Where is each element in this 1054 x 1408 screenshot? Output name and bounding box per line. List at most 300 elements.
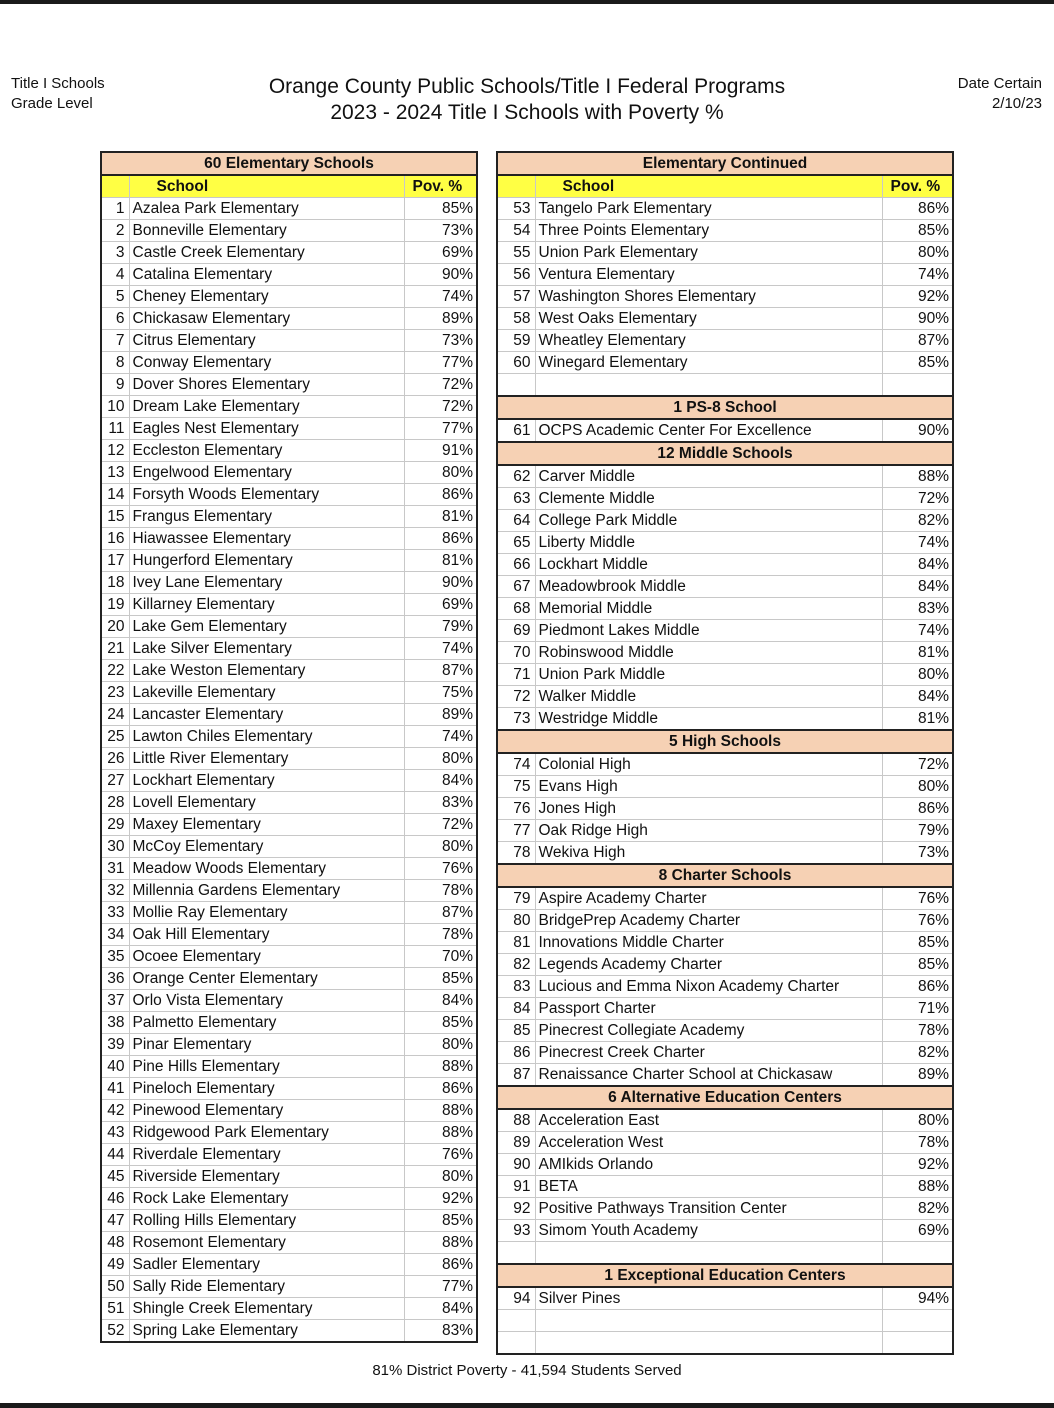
poverty-percent: 85%: [404, 1012, 477, 1034]
poverty-percent: 76%: [404, 1144, 477, 1166]
table-row: [497, 1220, 953, 1242]
table-row: [101, 1034, 477, 1056]
row-number: 61: [497, 419, 535, 442]
row-number: 78: [497, 842, 535, 865]
school-name: Castle Creek Elementary: [129, 242, 404, 264]
section-title: 5 High Schools: [497, 730, 953, 753]
poverty-percent: 86%: [404, 484, 477, 506]
table-row: [497, 532, 953, 554]
row-number: 16: [101, 528, 129, 550]
poverty-percent: 92%: [882, 286, 953, 308]
row-number: 31: [101, 858, 129, 880]
header-left-line1: Title I Schools: [11, 75, 105, 92]
row-number: 86: [497, 1042, 535, 1064]
table-row: [101, 242, 477, 264]
table-row: [101, 1298, 477, 1320]
poverty-percent: 69%: [404, 594, 477, 616]
poverty-percent: 80%: [882, 242, 953, 264]
row-number: 70: [497, 642, 535, 664]
row-number: 77: [497, 820, 535, 842]
table-row: [101, 660, 477, 682]
table-row: [497, 220, 953, 242]
school-name: College Park Middle: [535, 510, 882, 532]
school-name: Lawton Chiles Elementary: [129, 726, 404, 748]
col-pov-header: Pov. %: [882, 175, 953, 198]
poverty-percent: 92%: [404, 1188, 477, 1210]
poverty-percent: 88%: [404, 1122, 477, 1144]
poverty-percent: 89%: [882, 1064, 953, 1087]
poverty-percent: 80%: [882, 1109, 953, 1132]
school-name: Millennia Gardens Elementary: [129, 880, 404, 902]
table-section-header: [497, 396, 953, 419]
poverty-percent: 69%: [882, 1220, 953, 1242]
table-section-header: [497, 442, 953, 465]
school-name: Chickasaw Elementary: [129, 308, 404, 330]
school-name: Renaissance Charter School at Chickasaw: [535, 1064, 882, 1087]
row-number: 62: [497, 465, 535, 488]
poverty-percent: 87%: [882, 330, 953, 352]
row-number: 48: [101, 1232, 129, 1254]
poverty-percent: 80%: [404, 1166, 477, 1188]
school-name: [535, 1242, 882, 1265]
table-row: [101, 836, 477, 858]
school-name: Little River Elementary: [129, 748, 404, 770]
row-number: 23: [101, 682, 129, 704]
poverty-percent: 88%: [404, 1100, 477, 1122]
poverty-percent: 78%: [882, 1132, 953, 1154]
poverty-percent: 81%: [882, 642, 953, 664]
table-row-empty: [497, 1310, 953, 1332]
footer-summary: 81% District Poverty - 41,594 Students Served: [372, 1362, 682, 1379]
school-name: AMIkids Orlando: [535, 1154, 882, 1176]
school-name: Wheatley Elementary: [535, 330, 882, 352]
school-name: Orlo Vista Elementary: [129, 990, 404, 1012]
poverty-percent: 86%: [882, 198, 953, 220]
school-name: [535, 1310, 882, 1332]
table-section-header: [497, 1086, 953, 1109]
table-row: [101, 902, 477, 924]
poverty-percent: 86%: [404, 1254, 477, 1276]
row-number: 87: [497, 1064, 535, 1087]
school-name: Engelwood Elementary: [129, 462, 404, 484]
table-row: [101, 440, 477, 462]
table-row: [101, 1320, 477, 1343]
table-row: [497, 753, 953, 776]
row-number: 57: [497, 286, 535, 308]
row-number: 73: [497, 708, 535, 731]
poverty-percent: 86%: [882, 976, 953, 998]
school-name: Ivey Lane Elementary: [129, 572, 404, 594]
table-row: [497, 976, 953, 998]
school-name: Lucious and Emma Nixon Academy Charter: [535, 976, 882, 998]
school-name: Lockhart Elementary: [129, 770, 404, 792]
poverty-percent: 85%: [882, 352, 953, 374]
row-number: 47: [101, 1210, 129, 1232]
table-row: [101, 198, 477, 220]
row-number: 22: [101, 660, 129, 682]
poverty-percent: 72%: [882, 753, 953, 776]
row-number: 65: [497, 532, 535, 554]
row-number: 43: [101, 1122, 129, 1144]
row-number: 64: [497, 510, 535, 532]
school-name: Innovations Middle Charter: [535, 932, 882, 954]
school-name: Sadler Elementary: [129, 1254, 404, 1276]
poverty-percent: 85%: [882, 954, 953, 976]
poverty-percent: 85%: [404, 198, 477, 220]
school-name: Passport Charter: [535, 998, 882, 1020]
table-row: [101, 264, 477, 286]
poverty-percent: 72%: [882, 488, 953, 510]
school-name: Forsyth Woods Elementary: [129, 484, 404, 506]
row-number: 12: [101, 440, 129, 462]
poverty-percent: 94%: [882, 1287, 953, 1310]
table-row: [101, 1012, 477, 1034]
col-num-header: [101, 175, 129, 198]
school-name: Simom Youth Academy: [535, 1220, 882, 1242]
row-number: 30: [101, 836, 129, 858]
table-row: [497, 910, 953, 932]
poverty-percent: 71%: [882, 998, 953, 1020]
section-title: Elementary Continued: [497, 152, 953, 175]
row-number: 49: [101, 1254, 129, 1276]
row-number: 90: [497, 1154, 535, 1176]
poverty-percent: 75%: [404, 682, 477, 704]
poverty-percent: 73%: [404, 330, 477, 352]
poverty-percent: 78%: [404, 880, 477, 902]
poverty-percent: 90%: [404, 572, 477, 594]
poverty-percent: 91%: [404, 440, 477, 462]
table-row: [101, 1122, 477, 1144]
table-row: [101, 308, 477, 330]
school-name: Citrus Elementary: [129, 330, 404, 352]
poverty-percent: 74%: [882, 264, 953, 286]
table-row-empty: [497, 374, 953, 397]
school-name: Pineloch Elementary: [129, 1078, 404, 1100]
table-row: [101, 1078, 477, 1100]
table-row: [101, 1188, 477, 1210]
poverty-percent: 72%: [404, 396, 477, 418]
date-label: Date Certain: [957, 75, 1042, 92]
table-row: [497, 664, 953, 686]
row-number: 93: [497, 1220, 535, 1242]
school-name: Mollie Ray Elementary: [129, 902, 404, 924]
poverty-percent: 77%: [404, 1276, 477, 1298]
school-name: McCoy Elementary: [129, 836, 404, 858]
poverty-percent: 92%: [882, 1154, 953, 1176]
col-pov-header: Pov. %: [404, 175, 477, 198]
school-name: Eccleston Elementary: [129, 440, 404, 462]
row-number: 26: [101, 748, 129, 770]
poverty-percent: [882, 1242, 953, 1265]
row-number: 33: [101, 902, 129, 924]
poverty-percent: 83%: [404, 792, 477, 814]
school-name: Pinewood Elementary: [129, 1100, 404, 1122]
school-name: Lovell Elementary: [129, 792, 404, 814]
school-name: Pinecrest Collegiate Academy: [535, 1020, 882, 1042]
row-number: 89: [497, 1132, 535, 1154]
row-number: 37: [101, 990, 129, 1012]
school-name: Washington Shores Elementary: [535, 286, 882, 308]
table-row: [101, 484, 477, 506]
school-name: Union Park Elementary: [535, 242, 882, 264]
row-number: 24: [101, 704, 129, 726]
table-row: [497, 1287, 953, 1310]
row-number: 14: [101, 484, 129, 506]
school-name: Hiawassee Elementary: [129, 528, 404, 550]
table-row: [101, 726, 477, 748]
school-name: Union Park Middle: [535, 664, 882, 686]
school-name: Lake Gem Elementary: [129, 616, 404, 638]
table-row: [101, 1100, 477, 1122]
poverty-percent: 88%: [882, 1176, 953, 1198]
school-name: Rosemont Elementary: [129, 1232, 404, 1254]
table-row: [101, 748, 477, 770]
row-number: 79: [497, 887, 535, 910]
school-name: Westridge Middle: [535, 708, 882, 731]
row-number: 71: [497, 664, 535, 686]
school-name: Memorial Middle: [535, 598, 882, 620]
table-row: [497, 686, 953, 708]
row-number: 85: [497, 1020, 535, 1042]
row-number: 44: [101, 1144, 129, 1166]
table-row: [497, 798, 953, 820]
table-row: [101, 968, 477, 990]
row-number: 58: [497, 308, 535, 330]
date-value: 2/10/23: [991, 95, 1042, 112]
poverty-percent: 76%: [882, 887, 953, 910]
poverty-percent: 83%: [882, 598, 953, 620]
table-row: [101, 550, 477, 572]
row-number: 63: [497, 488, 535, 510]
row-number: 82: [497, 954, 535, 976]
row-number: 94: [497, 1287, 535, 1310]
table-row: [101, 814, 477, 836]
poverty-percent: 84%: [404, 1298, 477, 1320]
col-school-header: School: [535, 175, 882, 198]
row-number: [497, 374, 535, 397]
table-row: [497, 887, 953, 910]
poverty-percent: 88%: [404, 1232, 477, 1254]
row-number: 38: [101, 1012, 129, 1034]
table-row: [497, 1198, 953, 1220]
poverty-percent: 76%: [404, 858, 477, 880]
poverty-percent: 90%: [882, 308, 953, 330]
row-number: 29: [101, 814, 129, 836]
poverty-percent: 84%: [404, 990, 477, 1012]
table-row: [497, 1154, 953, 1176]
school-name: Killarney Elementary: [129, 594, 404, 616]
row-number: 35: [101, 946, 129, 968]
poverty-percent: 81%: [404, 506, 477, 528]
row-number: 18: [101, 572, 129, 594]
school-name: [535, 374, 882, 397]
row-number: 21: [101, 638, 129, 660]
school-name: Pinecrest Creek Charter: [535, 1042, 882, 1064]
table-row: [497, 998, 953, 1020]
table-row: [497, 330, 953, 352]
row-number: 40: [101, 1056, 129, 1078]
table-row: [497, 708, 953, 731]
school-name: Aspire Academy Charter: [535, 887, 882, 910]
table-row: [101, 924, 477, 946]
school-name: Maxey Elementary: [129, 814, 404, 836]
row-number: 42: [101, 1100, 129, 1122]
row-number: [497, 1310, 535, 1332]
table-row: [101, 792, 477, 814]
row-number: 19: [101, 594, 129, 616]
table-row: [101, 1276, 477, 1298]
school-name: Conway Elementary: [129, 352, 404, 374]
poverty-percent: 85%: [882, 932, 953, 954]
table-row: [497, 1176, 953, 1198]
section-title: 8 Charter Schools: [497, 864, 953, 887]
table-row: [101, 1232, 477, 1254]
top-border: [0, 0, 1054, 4]
table-row: [497, 242, 953, 264]
school-name: BridgePrep Academy Charter: [535, 910, 882, 932]
header-left-line2: Grade Level: [11, 95, 93, 112]
poverty-percent: 74%: [882, 532, 953, 554]
row-number: 50: [101, 1276, 129, 1298]
poverty-percent: 83%: [404, 1320, 477, 1343]
row-number: 60: [497, 352, 535, 374]
title-line2: 2023 - 2024 Title I Schools with Poverty %: [330, 101, 724, 124]
table-row: [101, 418, 477, 440]
table-row: [101, 880, 477, 902]
row-number: 7: [101, 330, 129, 352]
row-number: 46: [101, 1188, 129, 1210]
school-name: Hungerford Elementary: [129, 550, 404, 572]
poverty-percent: 78%: [882, 1020, 953, 1042]
row-number: 5: [101, 286, 129, 308]
row-number: 52: [101, 1320, 129, 1343]
poverty-percent: 78%: [404, 924, 477, 946]
table-row: [101, 286, 477, 308]
school-name: Positive Pathways Transition Center: [535, 1198, 882, 1220]
table-row: [497, 776, 953, 798]
table-row: [101, 1254, 477, 1276]
poverty-percent: 73%: [882, 842, 953, 865]
poverty-percent: 76%: [882, 910, 953, 932]
row-number: [497, 1332, 535, 1355]
table-row: [101, 462, 477, 484]
school-name: Acceleration West: [535, 1132, 882, 1154]
table-row: [497, 286, 953, 308]
table-row: [497, 308, 953, 330]
section-title: 1 Exceptional Education Centers: [497, 1264, 953, 1287]
poverty-percent: 88%: [882, 465, 953, 488]
table-row: [497, 465, 953, 488]
table-section-header: [497, 152, 953, 175]
poverty-percent: 85%: [404, 968, 477, 990]
col-school-header: School: [129, 175, 404, 198]
school-name: Lake Weston Elementary: [129, 660, 404, 682]
row-number: 91: [497, 1176, 535, 1198]
table-row: [497, 820, 953, 842]
row-number: 45: [101, 1166, 129, 1188]
poverty-percent: 80%: [404, 1034, 477, 1056]
row-number: 80: [497, 910, 535, 932]
row-number: 1: [101, 198, 129, 220]
column-header-row: [101, 175, 477, 198]
school-name: Ocoee Elementary: [129, 946, 404, 968]
row-number: 83: [497, 976, 535, 998]
poverty-percent: [882, 1310, 953, 1332]
poverty-percent: 84%: [882, 576, 953, 598]
row-number: 3: [101, 242, 129, 264]
poverty-percent: 73%: [404, 220, 477, 242]
table-row: [497, 352, 953, 374]
school-name: Evans High: [535, 776, 882, 798]
table-row: [497, 264, 953, 286]
header-right: [958, 74, 1042, 114]
poverty-percent: 84%: [882, 554, 953, 576]
school-name: Orange Center Elementary: [129, 968, 404, 990]
section-title: 1 PS-8 School: [497, 396, 953, 419]
school-name: Riverdale Elementary: [129, 1144, 404, 1166]
continued-table: [496, 151, 954, 1355]
row-number: 34: [101, 924, 129, 946]
school-name: Silver Pines: [535, 1287, 882, 1310]
table-row: [101, 682, 477, 704]
table-row: [497, 554, 953, 576]
poverty-percent: 89%: [404, 704, 477, 726]
row-number: 32: [101, 880, 129, 902]
table-row: [497, 510, 953, 532]
school-name: Rock Lake Elementary: [129, 1188, 404, 1210]
table-row: [497, 642, 953, 664]
row-number: 39: [101, 1034, 129, 1056]
poverty-percent: 74%: [404, 726, 477, 748]
row-number: [497, 1242, 535, 1265]
school-name: Eagles Nest Elementary: [129, 418, 404, 440]
row-number: 51: [101, 1298, 129, 1320]
poverty-percent: 74%: [882, 620, 953, 642]
school-name: Clemente Middle: [535, 488, 882, 510]
poverty-percent: 79%: [882, 820, 953, 842]
table-section-header: [497, 1264, 953, 1287]
row-number: 59: [497, 330, 535, 352]
row-number: 76: [497, 798, 535, 820]
row-number: 81: [497, 932, 535, 954]
poverty-percent: [882, 1332, 953, 1355]
column-header-row: [497, 175, 953, 198]
col-num-header: [497, 175, 535, 198]
poverty-percent: 89%: [404, 308, 477, 330]
table-row: [101, 528, 477, 550]
table-row-empty: [497, 1332, 953, 1355]
table-row: [497, 488, 953, 510]
table-row: [497, 620, 953, 642]
school-name: Colonial High: [535, 753, 882, 776]
school-name: Dover Shores Elementary: [129, 374, 404, 396]
table-row: [101, 506, 477, 528]
row-number: 28: [101, 792, 129, 814]
poverty-percent: [882, 374, 953, 397]
school-name: Palmetto Elementary: [129, 1012, 404, 1034]
school-name: Cheney Elementary: [129, 286, 404, 308]
row-number: 74: [497, 753, 535, 776]
section-title: 60 Elementary Schools: [101, 152, 477, 175]
table-row: [101, 704, 477, 726]
poverty-percent: 87%: [404, 660, 477, 682]
school-name: Lockhart Middle: [535, 554, 882, 576]
school-name: Bonneville Elementary: [129, 220, 404, 242]
table-row: [101, 594, 477, 616]
table-row: [101, 638, 477, 660]
poverty-percent: 81%: [882, 708, 953, 731]
poverty-percent: 80%: [404, 748, 477, 770]
